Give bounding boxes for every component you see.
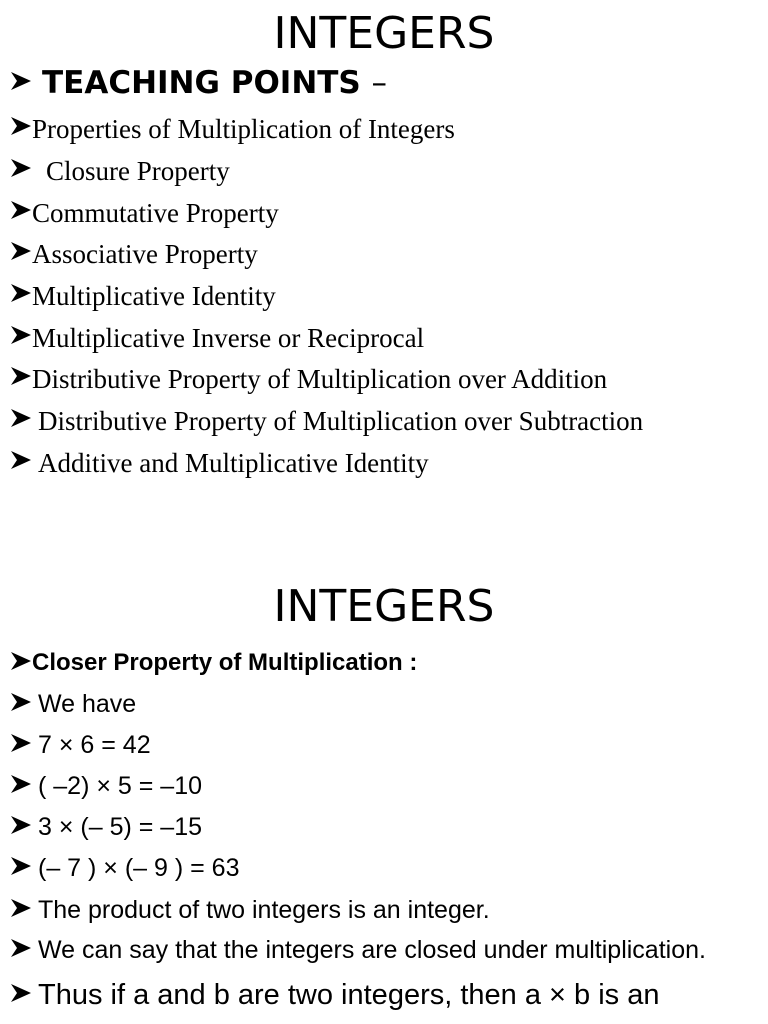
list-item <box>10 323 424 353</box>
arrowhead-bullet-icon <box>10 773 32 795</box>
list-item <box>10 156 230 186</box>
point-text: We have <box>38 690 137 718</box>
point-text: Associative Property <box>32 239 258 269</box>
point-text: Distributive Property of Multiplication over Subtraction <box>38 406 644 436</box>
arrowhead-bullet-icon <box>10 282 32 304</box>
point-text: Multiplicative Identity <box>32 281 276 311</box>
list-item <box>10 979 659 1011</box>
point-text: 3 × (– 5) = –15 <box>38 813 203 841</box>
teaching-points-heading: TEACHING POINTS – <box>42 65 388 101</box>
arrowhead-bullet-icon <box>10 897 32 919</box>
list-item <box>10 772 202 800</box>
list-item-heading <box>10 649 417 677</box>
point-text: Closure Property <box>46 156 230 186</box>
list-item <box>10 731 151 759</box>
arrowhead-bullet-icon <box>10 115 32 137</box>
point-text: Multiplicative Inverse or Reciprocal <box>32 323 425 353</box>
slide-title: INTEGERS <box>273 8 495 59</box>
list-item <box>10 936 706 964</box>
arrowhead-bullet-icon <box>10 814 32 836</box>
list-item <box>10 896 490 924</box>
point-text: Thus if a and b are two integers, then a × b is an <box>38 979 660 1011</box>
point-text: Additive and Multiplicative Identity <box>38 448 429 478</box>
closure-heading: Closer Property of Multiplication : <box>32 649 418 676</box>
list-item <box>10 690 136 718</box>
arrowhead-bullet-icon <box>10 937 32 959</box>
slide-title: INTEGERS <box>273 581 495 632</box>
point-text: (– 7 ) × (– 9 ) = 63 <box>38 854 240 882</box>
point-text: Properties of Multiplication of Integers <box>32 114 455 144</box>
arrowhead-bullet-icon <box>10 650 32 672</box>
arrowhead-bullet-icon <box>10 691 32 713</box>
point-text: The product of two integers is an integer. <box>38 896 490 924</box>
arrowhead-bullet-icon <box>10 240 32 262</box>
list-item <box>10 448 429 478</box>
arrowhead-bullet-icon <box>10 732 32 754</box>
arrowhead-bullet-icon <box>10 70 32 92</box>
arrowhead-bullet-icon <box>10 324 32 346</box>
point-text: Commutative Property <box>32 198 279 228</box>
point-text: 7 × 6 = 42 <box>38 731 151 759</box>
arrowhead-bullet-icon <box>10 449 32 471</box>
point-text: ( –2) × 5 = –10 <box>38 772 203 800</box>
list-item <box>10 406 643 436</box>
arrowhead-bullet-icon <box>10 365 32 387</box>
arrowhead-bullet-icon <box>10 982 32 1004</box>
list-item <box>10 281 276 311</box>
list-item <box>10 198 279 228</box>
slide-closure-property <box>0 575 768 1024</box>
list-item <box>10 239 258 269</box>
list-item-heading <box>10 66 387 100</box>
arrowhead-bullet-icon <box>10 199 32 221</box>
list-item <box>10 364 607 394</box>
list-item <box>10 114 455 144</box>
point-text: Distributive Property of Multiplication over Addition <box>32 364 608 394</box>
arrowhead-bullet-icon <box>10 157 32 179</box>
list-item <box>10 813 202 841</box>
arrowhead-bullet-icon <box>10 407 32 429</box>
arrowhead-bullet-icon <box>10 855 32 877</box>
list-item <box>10 854 240 882</box>
point-text: We can say that the integers are closed under multiplication. <box>38 936 706 964</box>
